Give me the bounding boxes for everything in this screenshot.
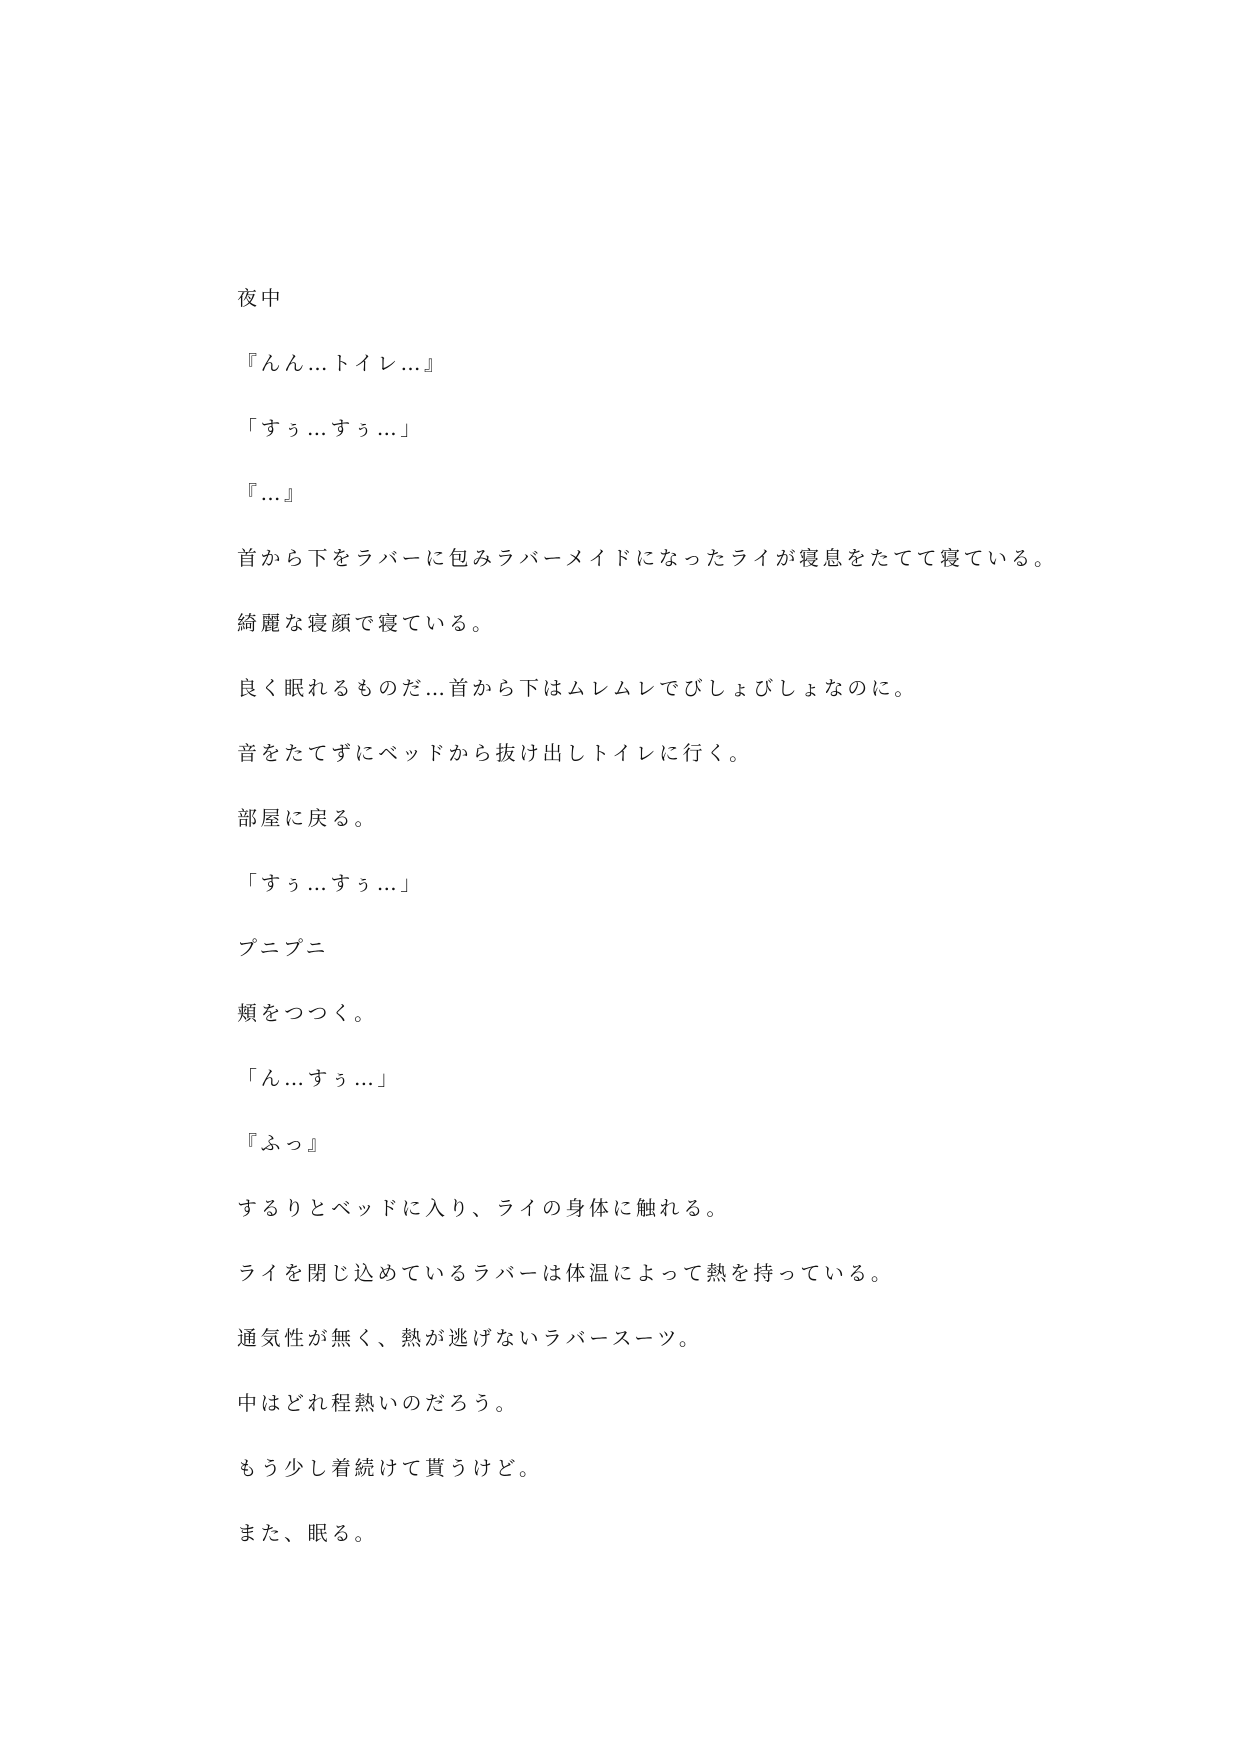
text-line: 中はどれ程熱いのだろう。: [237, 1391, 519, 1415]
text-line: 「ん…すぅ…」: [237, 1066, 401, 1090]
text-line: 首から下をラバーに包みラバーメイドになったライが寝息をたてて寝ている。: [237, 546, 1058, 570]
text-line: また、眠る。: [237, 1521, 378, 1545]
text-line: 「すぅ…すぅ…」: [237, 871, 424, 895]
text-line: 良く眠れるものだ…首から下はムレムレでびしょびしょなのに。: [237, 676, 918, 700]
text-line: ライを閉じ込めているラバーは体温によって熱を持っている。: [237, 1261, 895, 1285]
text-line: するりとベッドに入り、ライの身体に触れる。: [237, 1196, 730, 1220]
text-line: 部屋に戻る。: [237, 806, 378, 830]
text-line: 「すぅ…すぅ…」: [237, 416, 424, 440]
text-line: 『…』: [237, 481, 308, 505]
text-line: 『んん…トイレ…』: [237, 351, 448, 375]
text-line: 『ふっ』: [237, 1131, 331, 1155]
text-line: プニプニ: [237, 936, 329, 960]
text-line: 夜中: [237, 286, 284, 310]
story-text: [237, 278, 1097, 1578]
text-line: 頬をつつく。: [237, 1001, 378, 1025]
text-line: 音をたてずにベッドから抜け出しトイレに行く。: [237, 741, 753, 765]
text-line: 通気性が無く、熱が逃げないラバースーツ。: [237, 1326, 703, 1350]
text-line: 綺麗な寝顔で寝ている。: [237, 611, 496, 635]
text-line: もう少し着続けて貰うけど。: [237, 1456, 543, 1480]
